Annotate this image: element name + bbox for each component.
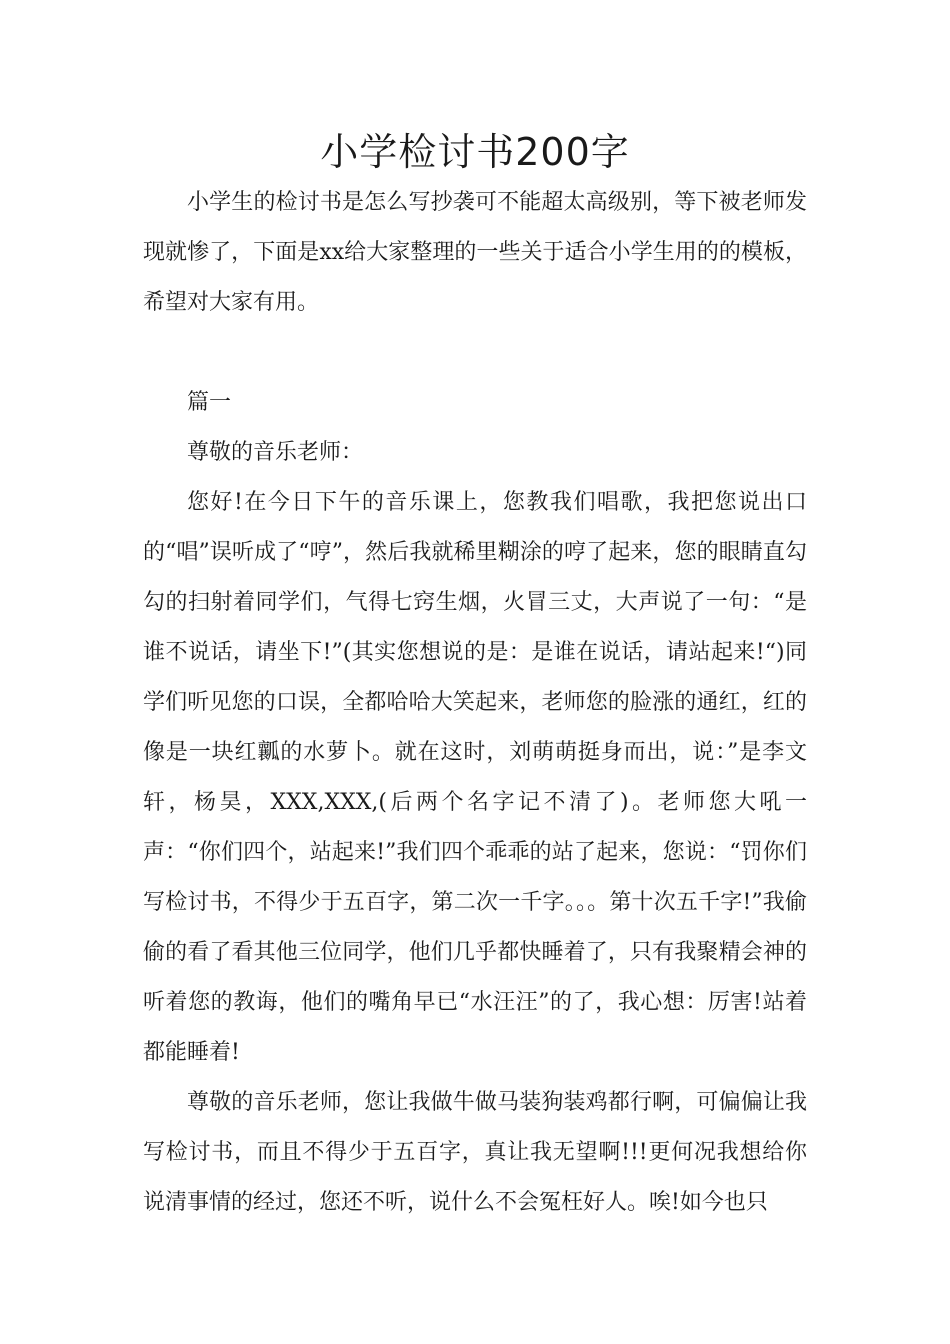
body-paragraph-1: 您好!在今日下午的音乐课上，您教我们唱歌，我把您说出口的“唱”误听成了“哼”，然后我就稀里糊涂的哼了起来，您的眼睛直勾勾的扫射着同学们，气得七窍生烟，火冒三丈，大声说了一句：“是谁不说话，请坐下!”(其实您想说的是：是谁在说话，请站起来!“)同学们听见您的口误，全都哈哈大笑起来，老师您的脸涨的通红，红的像是一块红瓤的水萝卜。就在这时，刘萌萌挺身而出，说：”是李文轩，杨昊，XXX,XXX,(后两个名字记不清了)。老师您大吼一声：“你们四个，站起来!”我们四个乖乖的站了起来，您说：“罚你们写检讨书，不得少于五百字，第二次一千字。。。第十次五千字!”我偷偷的看了看其他三位同学，他们几乎都快睡着了，只有我聚精会神的听着您的教诲，他们的嘴角早已“水汪汪”的了，我心想：厉害!站着都能睡着!: [143, 490, 807, 1065]
section-heading: 篇一: [187, 390, 232, 415]
document-body: [143, 178, 807, 1228]
salutation: 尊敬的音乐老师：: [187, 440, 364, 465]
body-paragraph-2: 尊敬的音乐老师，您让我做牛做马装狗装鸡都行啊，可偏偏让我写检讨书，而且不得少于五百字，真让我无望啊!!!更何况我想给你说清事情的经过，您还不听，说什么不会冤枉好人。唉!如今也只: [143, 1090, 807, 1215]
document-title: 小学检讨书200字: [320, 130, 630, 174]
intro-paragraph: 小学生的检讨书是怎么写抄袭可不能超太高级别，等下被老师发现就惨了，下面是xx给大家整理的一些关于适合小学生用的的模板，希望对大家有用。: [143, 190, 807, 315]
